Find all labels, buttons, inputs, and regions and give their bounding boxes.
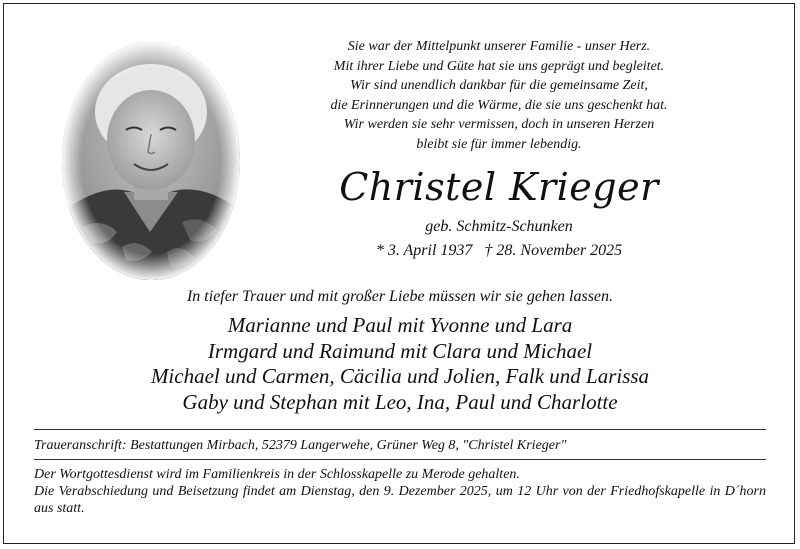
notice-line: Die Verabschiedung und Beisetzung findet am Dienstag, den 9. Dezember 2025, um 12 Uhr von der Friedhofskapelle in D´horn aus statt.: [34, 484, 766, 516]
poem-line: Wir werden sie sehr vermissen, doch in unseren Herzen: [343, 117, 655, 132]
mourning-address: Traueranschrift: Bestattungen Mirbach, 52379 Langerwehe, Grüner Weg 8, "Christel Krieger": [34, 438, 567, 453]
poem-line: bleibt sie für immer lebendig.: [416, 136, 582, 152]
poem-line: Wir sind unendlich dankbar für die gemeinsame Zeit,: [350, 78, 648, 93]
notice-line: Der Wortgottesdienst wird im Familienkreis in der Schlosskapelle zu Merode gehalten.: [34, 467, 520, 482]
birth-date: * 3. April 1937: [375, 242, 473, 259]
family-line: Marianne und Paul mit Yvonne und Lara: [227, 313, 573, 337]
birth-name: geb. Schmitz-Schunken: [425, 218, 573, 235]
mourning-line: In tiefer Trauer und mit großer Liebe müssen wir sie gehen lassen.: [186, 288, 614, 305]
family-line: Michael und Carmen, Cäcilia und Jolien, Falk und Larissa: [150, 364, 650, 388]
poem-line: Sie war der Mittelpunkt unserer Familie - unser Herz.: [347, 39, 651, 54]
life-dates: [304, 241, 694, 261]
death-date: † 28. November 2025: [484, 242, 623, 259]
family-line: Irmgard und Raimund mit Clara und Michael: [207, 338, 593, 363]
divider-top: [34, 429, 766, 430]
deceased-name: Christel Krieger: [339, 165, 659, 209]
portrait-illustration: [62, 42, 240, 280]
divider-bottom: [34, 459, 766, 460]
portrait-photo: [62, 42, 240, 280]
family-list: [4, 313, 795, 415]
obituary-frame: [3, 3, 795, 544]
family-line: Gaby und Stephan mit Leo, Ina, Paul und Charlotte: [182, 389, 618, 414]
poem-line: Mit ihrer Liebe und Güte hat sie uns geprägt und begleitet.: [333, 58, 665, 74]
memorial-poem: [304, 37, 694, 154]
funeral-notice: [34, 466, 766, 517]
poem-line: die Erinnerungen und die Wärme, die sie uns geschenkt hat.: [330, 97, 668, 113]
